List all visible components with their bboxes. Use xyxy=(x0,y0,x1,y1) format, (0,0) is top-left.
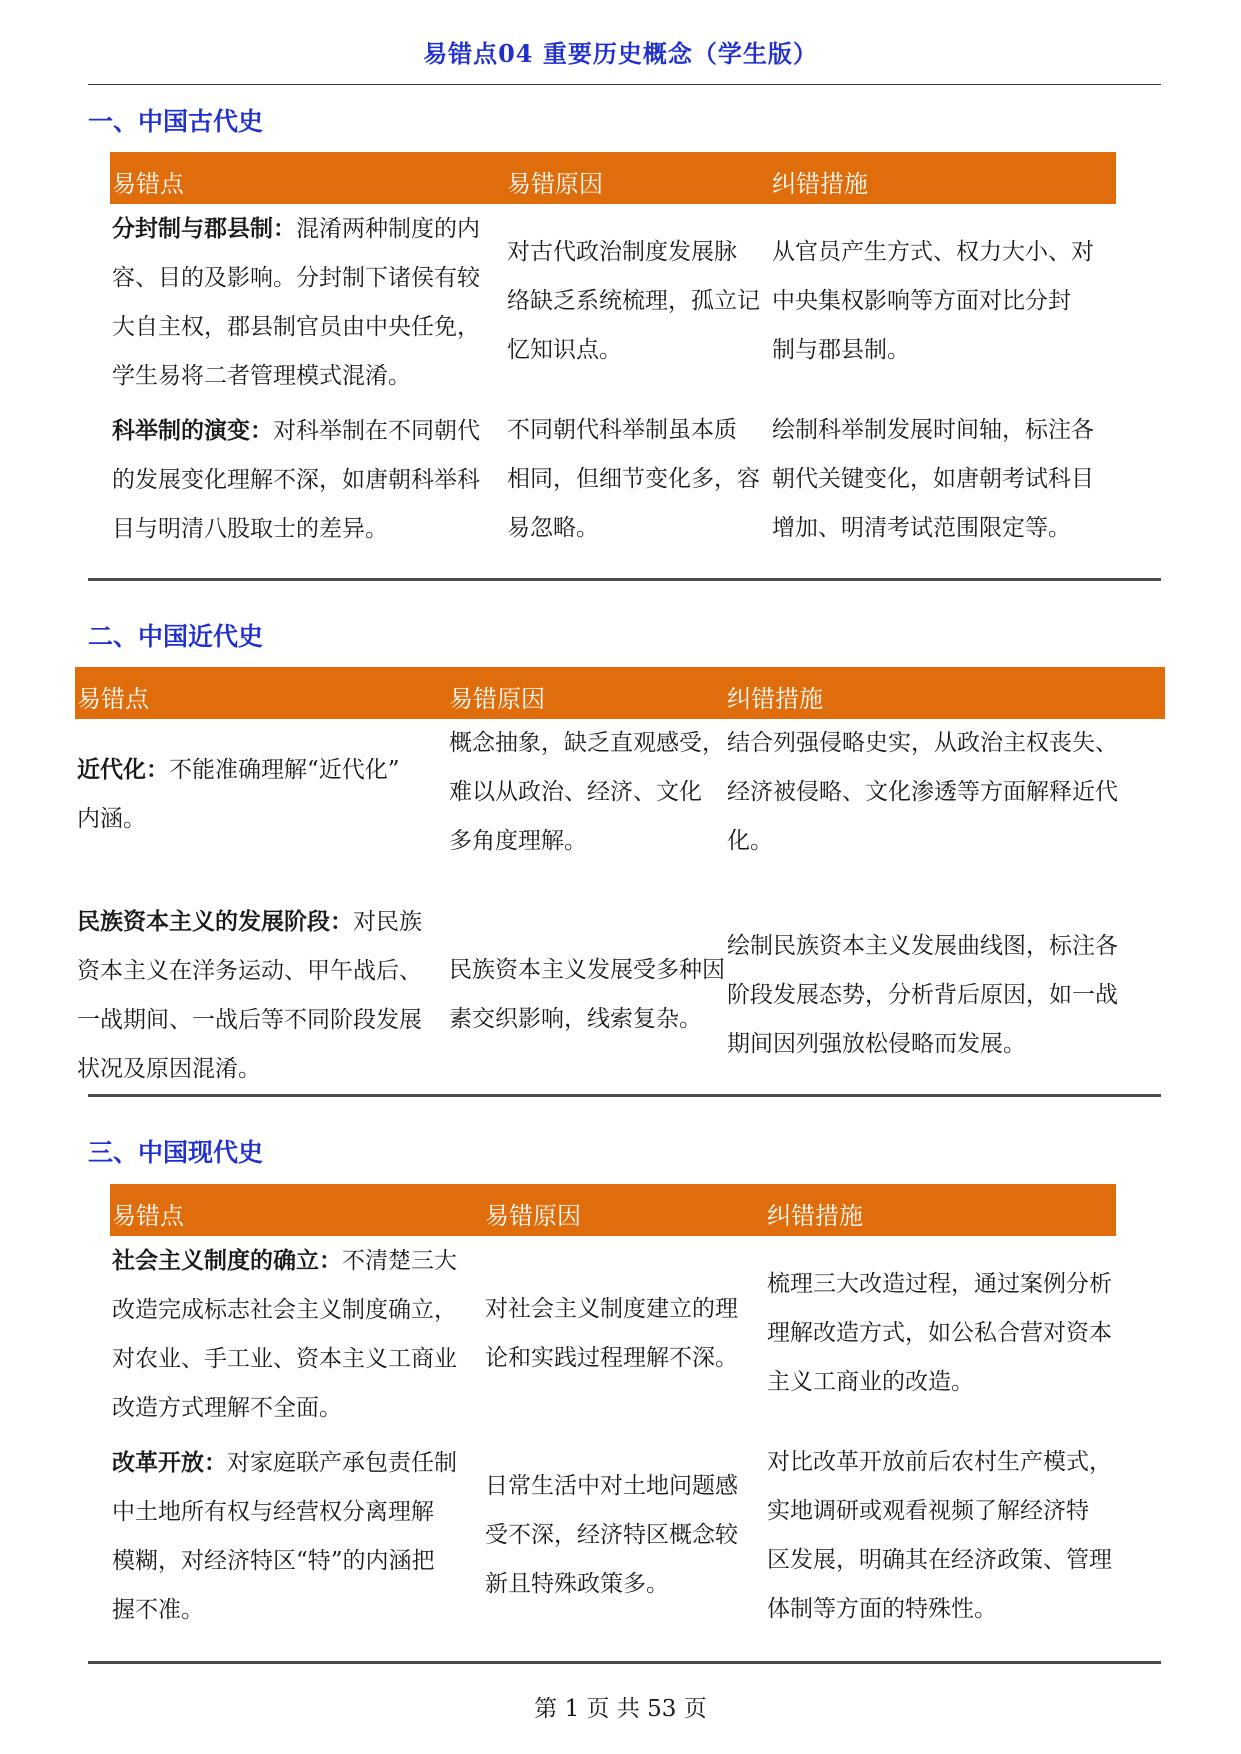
measure-line: 从官员产生方式、权力大小、对 xyxy=(772,239,1094,265)
measure-line: 对比改革开放前后农村生产模式， xyxy=(767,1449,1112,1475)
reason-line: 忆知识点。 xyxy=(507,337,622,363)
table-contemporary xyxy=(110,1184,1116,1623)
header-error-point: 易错点 xyxy=(112,1202,184,1230)
point-line: 握不准。 xyxy=(112,1597,204,1623)
reason-line: 不同朝代科举制虽本质 xyxy=(507,417,737,443)
reason-line: 素交织影响，线索复杂。 xyxy=(449,1006,702,1032)
point-title: 改革开放： xyxy=(112,1449,227,1476)
table-modern xyxy=(75,667,1165,1082)
header-correction: 纠错措施 xyxy=(772,170,868,198)
point-line: 对民族 xyxy=(353,909,422,935)
measure-line: 期间因列强放松侵略而发展。 xyxy=(727,1031,1026,1057)
reason-line: 难以从政治、经济、文化 xyxy=(449,779,702,805)
section-title-ancient: 一、中国古代史 xyxy=(88,107,264,136)
point-line: 状况及原因混淆。 xyxy=(77,1056,261,1082)
measure-line: 中央集权影响等方面对比分封 xyxy=(772,288,1071,314)
point-line: 的发展变化理解不深，如唐朝科举科 xyxy=(112,467,480,493)
error-point-cell xyxy=(77,897,449,1094)
reason-line: 民族资本主义发展受多种因 xyxy=(449,957,725,983)
point-line: 不清楚三大 xyxy=(342,1248,457,1274)
measure-line: 梳理三大改造过程，通过案例分析 xyxy=(767,1271,1112,1297)
point-title: 科举制的演变： xyxy=(112,417,273,444)
measure-line: 朝代关键变化，如唐朝考试科目 xyxy=(772,466,1094,492)
point-line: 对农业、手工业、资本主义工商业 xyxy=(112,1346,457,1372)
measure-line: 区发展，明确其在经济政策、管理 xyxy=(767,1547,1112,1573)
reason-line: 日常生活中对土地问题感 xyxy=(485,1473,738,1499)
measure-line: 化。 xyxy=(727,828,773,854)
error-reason-cell xyxy=(449,946,727,1044)
correction-cell xyxy=(727,719,1165,866)
header-error-point: 易错点 xyxy=(77,685,149,713)
point-title: 社会主义制度的确立： xyxy=(112,1247,342,1274)
measure-line: 体制等方面的特殊性。 xyxy=(767,1596,997,1622)
section-divider xyxy=(88,1661,1161,1664)
measure-line: 经济被侵略、文化渗透等方面解释近代 xyxy=(727,779,1118,805)
measure-line: 实地调研或观看视频了解经济特 xyxy=(767,1498,1089,1524)
measure-line: 增加、明清考试范围限定等。 xyxy=(772,515,1071,541)
reason-line: 易忽略。 xyxy=(507,515,599,541)
section-title-contemporary: 三、中国现代史 xyxy=(88,1138,264,1167)
reason-line: 络缺乏系统梳理，孤立记 xyxy=(507,288,760,314)
point-line: 模糊，对经济特区“特”的内涵把 xyxy=(112,1548,435,1574)
point-line: 对家庭联产承包责任制 xyxy=(227,1450,457,1476)
measure-line: 结合列强侵略史实，从政治主权丧失、 xyxy=(727,730,1118,756)
reason-line: 相同，但细节变化多，容 xyxy=(507,466,760,492)
correction-cell xyxy=(727,922,1165,1069)
error-reason-cell xyxy=(507,228,772,375)
correction-cell xyxy=(767,1260,1116,1407)
error-reason-cell xyxy=(485,1285,767,1383)
error-point-cell xyxy=(112,204,507,401)
error-point-cell xyxy=(77,745,449,844)
point-line: 内涵。 xyxy=(77,806,146,832)
point-title: 民族资本主义的发展阶段： xyxy=(77,908,353,935)
point-title: 近代化： xyxy=(77,756,169,783)
header-divider xyxy=(88,84,1161,85)
error-point-cell xyxy=(112,1236,485,1433)
reason-line: 论和实践过程理解不深。 xyxy=(485,1345,738,1371)
section-title-modern: 二、中国近代史 xyxy=(88,622,264,651)
section-divider xyxy=(88,1094,1161,1097)
point-line: 混淆两种制度的内 xyxy=(296,216,480,242)
table-header xyxy=(75,667,1165,719)
table-header xyxy=(110,152,1116,204)
measure-line: 绘制民族资本主义发展曲线图，标注各 xyxy=(727,933,1118,959)
header-correction: 纠错措施 xyxy=(727,685,823,713)
reason-line: 对社会主义制度建立的理 xyxy=(485,1296,738,1322)
reason-line: 受不深，经济特区概念较 xyxy=(485,1522,738,1548)
point-line: 中土地所有权与经营权分离理解 xyxy=(112,1499,434,1525)
point-line: 目与明清八股取士的差异。 xyxy=(112,516,388,542)
point-line: 改造方式理解不全面。 xyxy=(112,1395,342,1421)
point-line: 容、目的及影响。分封制下诸侯有较 xyxy=(112,265,480,291)
page-number: 第 1 页 共 53 页 xyxy=(534,1696,707,1722)
measure-line: 阶段发展态势，分析背后原因，如一战 xyxy=(727,982,1118,1008)
header-error-point: 易错点 xyxy=(112,170,184,198)
correction-cell xyxy=(772,406,1116,553)
header-correction: 纠错措施 xyxy=(767,1202,863,1230)
measure-line: 理解改造方式，如公私合营对资本 xyxy=(767,1320,1112,1346)
section-divider xyxy=(88,578,1161,581)
point-line: 改造完成标志社会主义制度确立， xyxy=(112,1297,457,1323)
error-point-cell xyxy=(112,1438,485,1635)
correction-cell xyxy=(767,1438,1116,1634)
point-line: 大自主权，郡县制官员由中央任免， xyxy=(112,314,480,340)
error-reason-cell xyxy=(507,406,772,553)
point-line: 资本主义在洋务运动、甲午战后、 xyxy=(77,958,422,984)
point-line: 对科举制在不同朝代 xyxy=(273,418,480,444)
table-ancient xyxy=(110,152,1116,542)
header-error-reason: 易错原因 xyxy=(449,685,545,713)
header-error-reason: 易错原因 xyxy=(507,170,603,198)
point-line: 不能准确理解“近代化” xyxy=(169,757,400,783)
point-line: 一战期间、一战后等不同阶段发展 xyxy=(77,1007,422,1033)
point-line: 学生易将二者管理模式混淆。 xyxy=(112,363,411,389)
error-reason-cell xyxy=(449,719,727,866)
reason-line: 对古代政治制度发展脉 xyxy=(507,239,737,265)
error-point-cell xyxy=(112,406,507,554)
point-title: 分封制与郡县制： xyxy=(112,215,296,242)
error-reason-cell xyxy=(485,1462,767,1609)
reason-line: 概念抽象，缺乏直观感受， xyxy=(449,730,725,756)
measure-line: 绘制科举制发展时间轴，标注各 xyxy=(772,417,1094,443)
header-error-reason: 易错原因 xyxy=(485,1202,581,1230)
document-title: 易错点04 重要历史概念（学生版） xyxy=(423,39,818,68)
correction-cell xyxy=(772,228,1116,375)
reason-line: 新且特殊政策多。 xyxy=(485,1571,669,1597)
table-header xyxy=(110,1184,1116,1236)
reason-line: 多角度理解。 xyxy=(449,828,587,854)
measure-line: 制与郡县制。 xyxy=(772,337,910,363)
measure-line: 主义工商业的改造。 xyxy=(767,1369,974,1395)
